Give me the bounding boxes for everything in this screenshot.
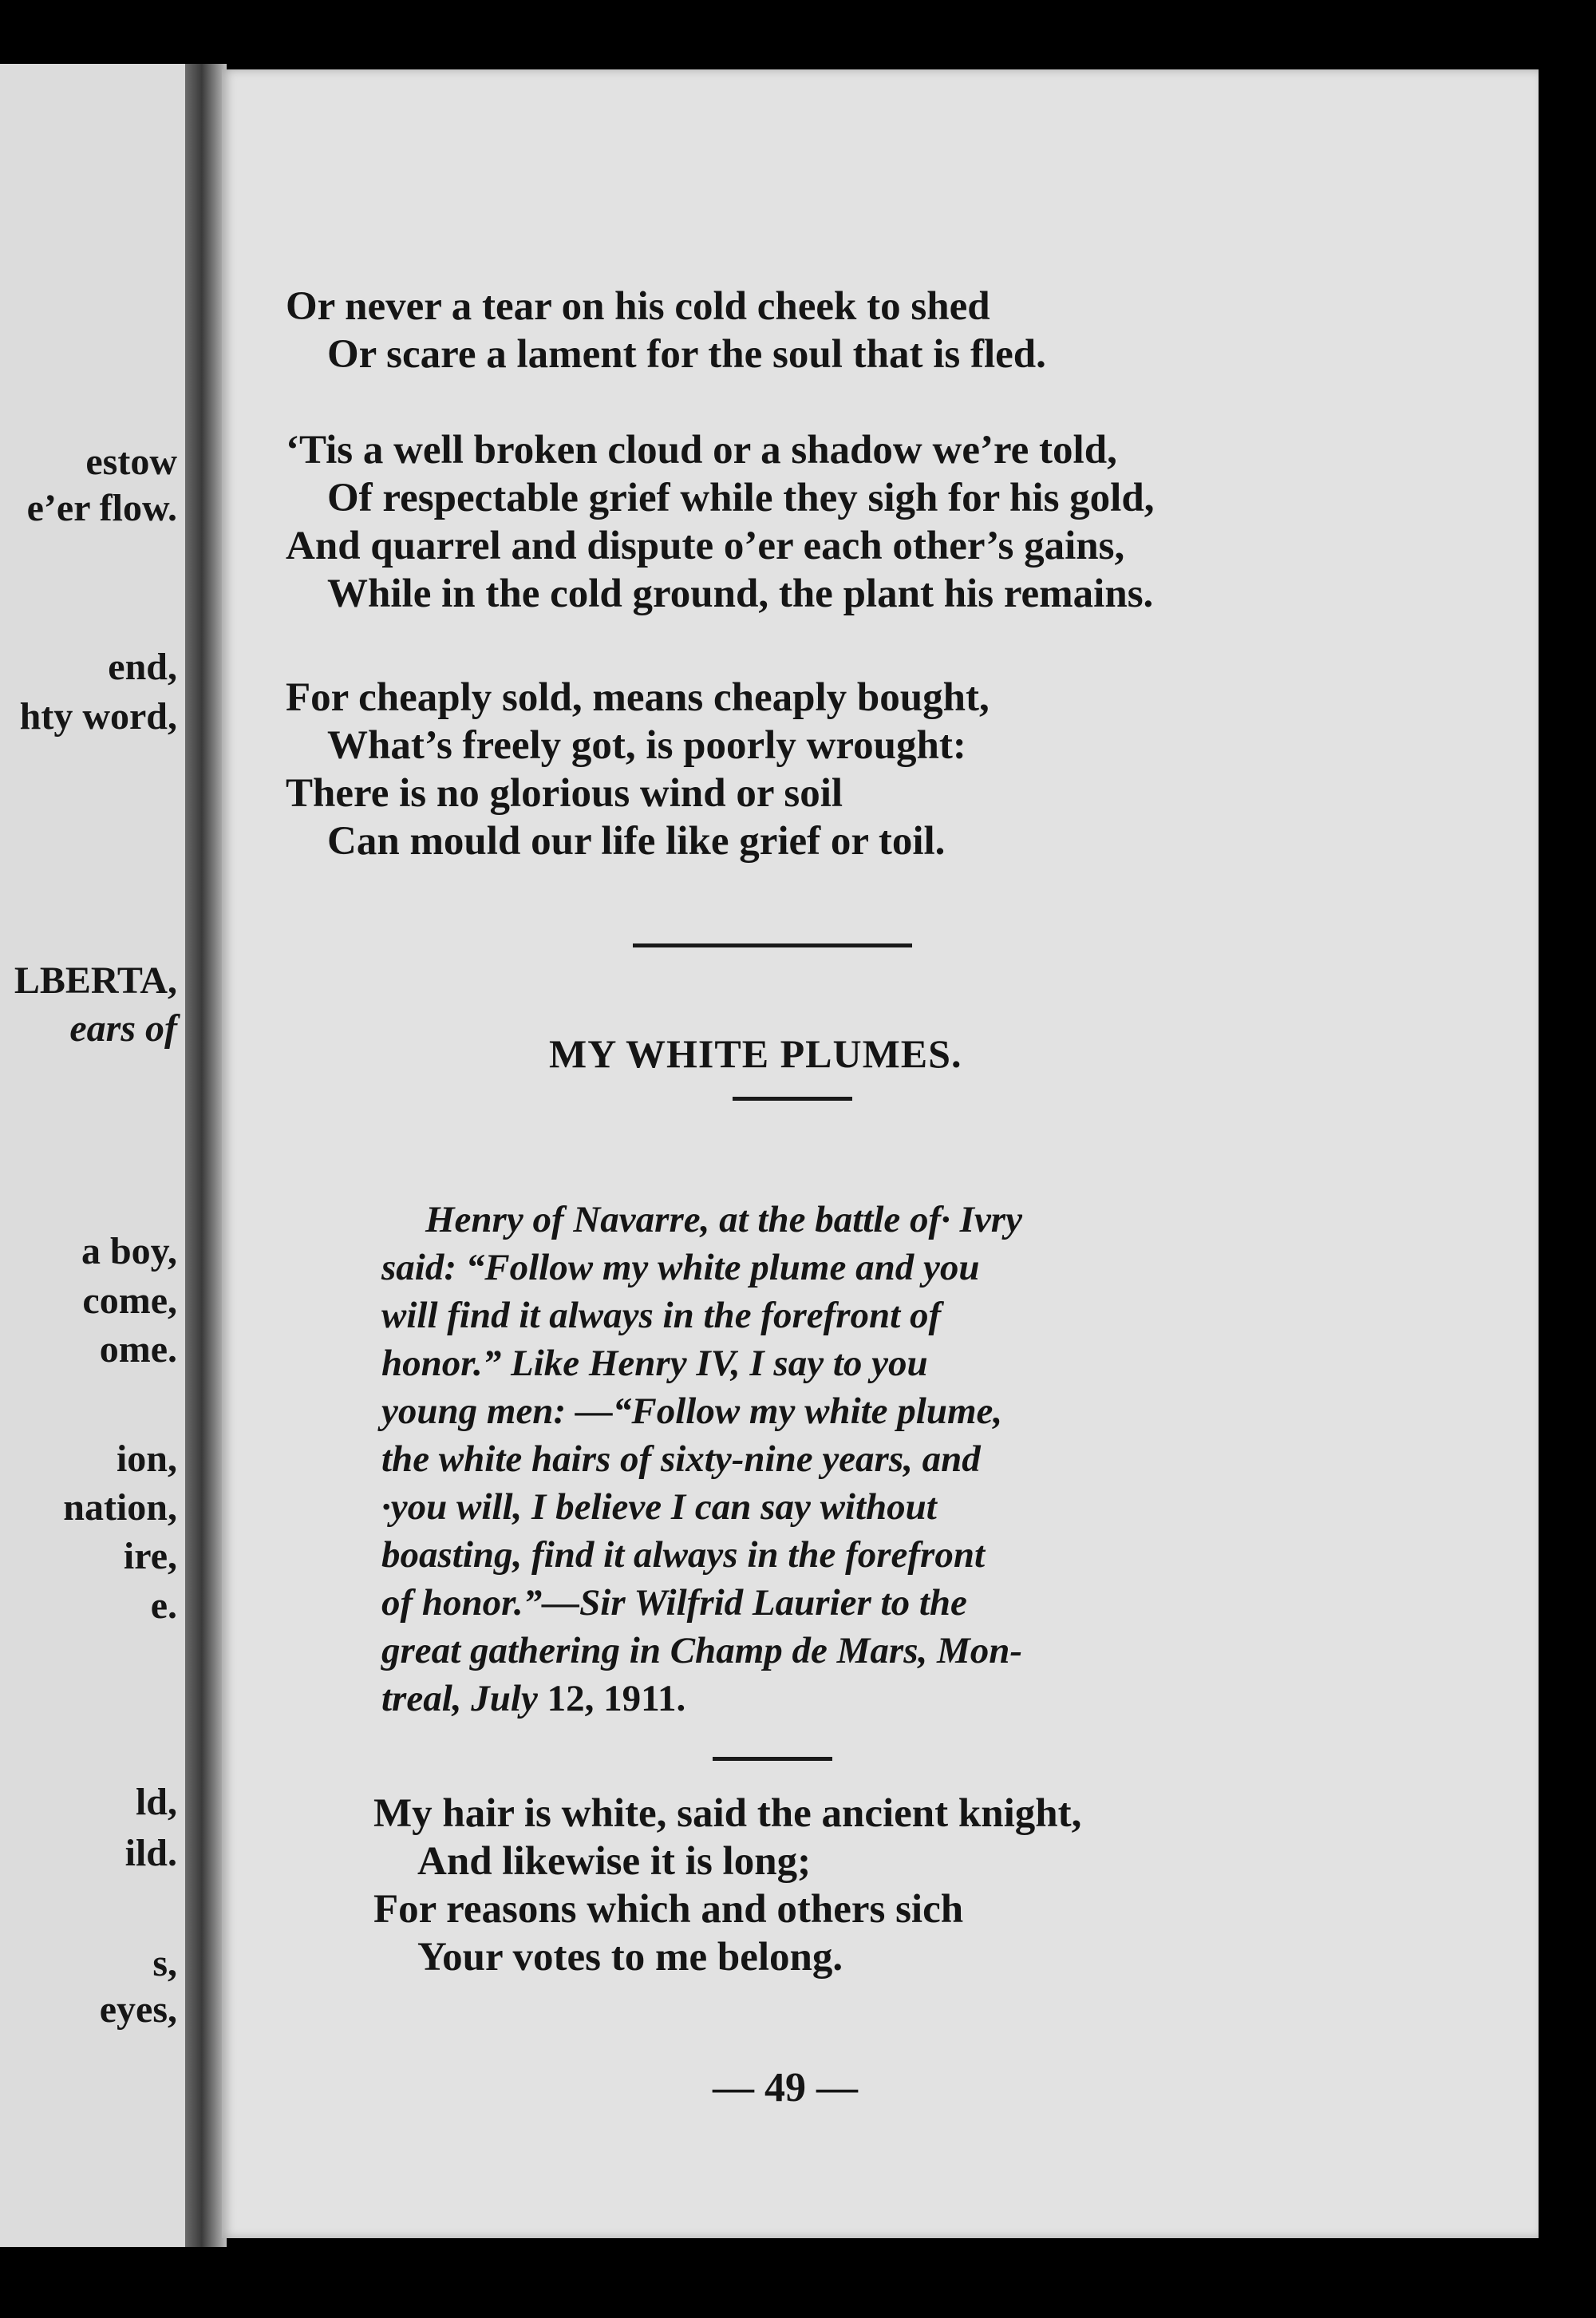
note-line: ·you will, I believe I can say without [381,1486,937,1528]
left-line: eyes, [99,1988,177,2031]
section-divider [633,943,912,947]
note-line: will find it always in the forefront of [381,1295,942,1336]
note-rule [713,1757,832,1761]
poem-line: My hair is white, said the ancient knight, [373,1791,1082,1836]
poem-line: Or never a tear on his cold cheek to shed [286,284,990,329]
left-line: hty word, [19,695,177,738]
page [222,69,1539,2238]
page-number: — 49 — [713,2065,858,2110]
left-page-fragment [0,64,201,2247]
note-line: honor.” Like Henry IV, I say to you [381,1343,928,1384]
left-line: s, [152,1942,177,1984]
note-line: great gathering in Champ de Mars, Mon- [381,1630,1023,1671]
left-line: e’er flow. [26,487,177,529]
poem-line: There is no glorious wind or soil [286,771,843,816]
left-line: ld, [135,1781,177,1823]
note-date: 12, 1911. [537,1678,686,1719]
poem-line: Of respectable grief while they sigh for his gold, [327,476,1155,520]
note-line: said: “Follow my white plume and you [381,1247,980,1288]
poem-line: While in the cold ground, the plant his remains. [327,572,1154,616]
note-italic-part: treal, July [381,1678,538,1719]
note-line: Henry of Navarre, at the battle of· Ivry [425,1199,1022,1240]
left-line: LBERTA, [14,959,177,1002]
left-line: estow [85,441,177,483]
poem-line: ‘Tis a well broken cloud or a shadow we’re told, [286,428,1117,473]
poem-line: Or scare a lament for the soul that is fled. [327,332,1046,377]
left-line: ire, [123,1535,177,1577]
left-line: come, [82,1280,177,1322]
left-line: end, [108,646,177,688]
poem-line: For reasons which and others sich [373,1887,964,1932]
note-line: of honor.”—Sir Wilfrid Laurier to the [381,1582,967,1624]
poem-line: Can mould our life like grief or toil. [327,819,946,864]
note-line: the white hairs of sixty-nine years, and [381,1438,981,1480]
left-line: ome. [99,1328,177,1371]
title-rule [733,1097,852,1101]
poem-line: And likewise it is long; [417,1839,812,1884]
left-line: ears of [69,1007,177,1050]
left-line: a boy, [81,1230,177,1272]
book-spine [185,64,227,2247]
poem-line: Your votes to me belong. [417,1935,843,1980]
note-line-last [381,1680,685,1718]
left-line: ion, [116,1438,177,1480]
note-line: young men: —“Follow my white plume, [381,1390,1003,1432]
poem-line: For cheaply sold, means cheaply bought, [286,675,990,720]
poem-line: What’s freely got, is poorly wrought: [327,723,966,768]
section-title: MY WHITE PLUMES. [549,1031,962,1076]
note-line: boasting, find it always in the forefront [381,1534,986,1576]
left-line: ild. [124,1832,177,1874]
left-line: nation, [63,1486,177,1529]
left-line: e. [150,1584,177,1627]
poem-line: And quarrel and dispute o’er each other’s gains, [286,524,1125,568]
